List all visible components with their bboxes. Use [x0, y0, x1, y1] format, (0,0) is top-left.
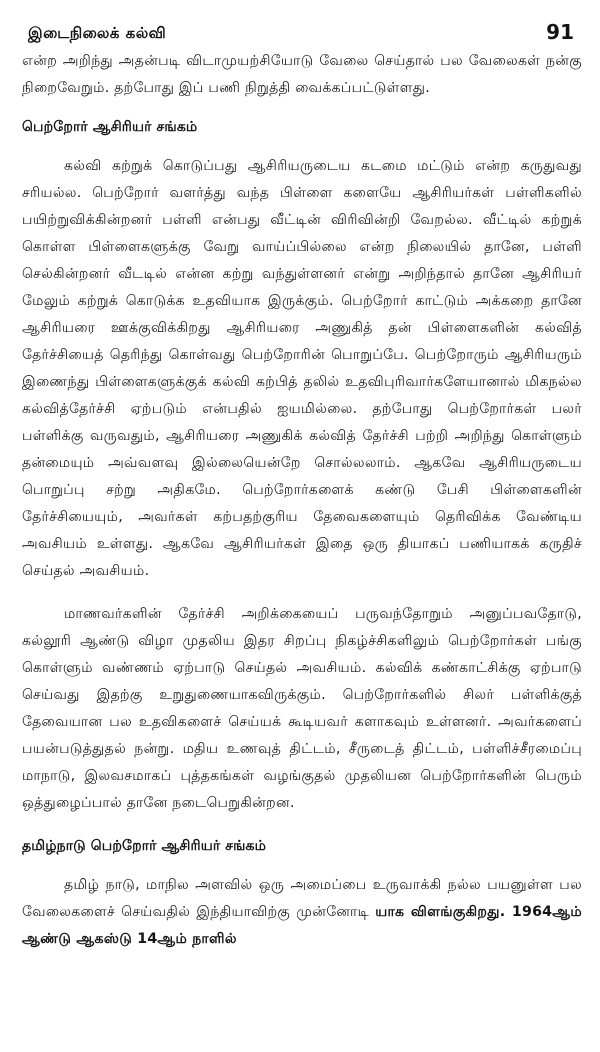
- text-line: நிகழ்ச்சிகளிலும் பெற்றோர்கள் பங்கு கொள்ளும் வண்ணம்: [22, 633, 583, 676]
- text-line: என்ற கருதுவது சரியல்ல. பெற்றோர் வளர்த்து வந்த பிள்ளை: [22, 158, 582, 201]
- page-number: 91: [546, 20, 574, 44]
- text-line: கொள்ளும் தன்மையும் அவ்வளவு இல்லையென்றே சொல்லலாம்.: [22, 428, 582, 471]
- text-line: வைக்கப்பட்டுள்ளது.: [295, 80, 431, 96]
- paragraph-intro: [22, 48, 582, 102]
- text-line: செல்கின்றனர் வீடடில் என்ன கற்று வந்துள்ளனர் என்று: [22, 266, 391, 282]
- text-line: களையே ஆசிரியர்கள் பள்ளிகளில் பயிற்றுவிக்கின்றனர் பள்ளி: [22, 185, 582, 228]
- section-heading-tamilnadu-association: தமிழ்நாடு பெற்றோர் ஆசிரியர் சங்கம்: [22, 838, 267, 854]
- text-line: தேர்ச்சியைத் தெரிந்து கொள்வது பெற்றோரின் பொறுப்பே.: [22, 347, 409, 363]
- text-line: கண்டு பேசி பிள்ளைகளின் தேர்ச்சியையும், அவர்கள் கற்பதற்குரிய: [22, 482, 582, 525]
- text-line: பெரும் ஒத்துழைப்பால் தானே நடைபெறுகின்றன.: [22, 768, 582, 811]
- text-line: அனுப்பவதோடு, கல்லூரி ஆண்டு விழா முதலிய இதர சிறப்பு: [22, 606, 582, 649]
- text-line: தலில் உதவிபுரிவார்களேயானால் மிகநல்ல கல்வித்தேர்ச்சி ஏற்படும்: [22, 374, 583, 417]
- text-line: அறிந்தால் தானே ஆசிரியர் மேலும் கற்றுக் கொடுக்க உதவியாக: [22, 266, 583, 309]
- text-line: இலவசமாகப் புத்தகங்கள் வழங்குதல் முதலியன பெற்றோர்களின்: [84, 768, 527, 784]
- text-line: என்ற அறிந்து அதன்படி விடாமுயற்சியோடு வேலை செய்தால் பல: [22, 53, 463, 69]
- text-line: கல்வி கற்றுக் கொடுப்பது ஆசிரியருடைய கடமை மட்டும்: [64, 158, 465, 174]
- paragraph-tamilnadu: [22, 872, 582, 953]
- text-line: பயனுள்ள பல வேலைகளைச் செய்வதில் இந்தியாவிற்கு முன்னோடி: [22, 877, 582, 920]
- text-line: அவசியம்.: [79, 563, 150, 579]
- text-line: தேவைகளையும் தெரிவிக்க வேண்டிய அவசியம் உள்ளது. ஆகவே: [22, 509, 582, 552]
- text-line: உணவுத் திட்டம், சீருடைத் திட்டம், பள்ளிச்சீரமைப்பு மாநாடு,: [22, 741, 582, 784]
- running-header: [22, 18, 582, 48]
- paragraph-teacher-duty: [22, 153, 582, 585]
- text-line: பெற்றோரும் ஆசிரியரும் இணைந்து பிள்ளைகளுக்குக் கல்வி கற்பித்: [22, 347, 582, 390]
- text-line: இருக்கும். பெற்றோர் காட்டும் அக்கறை தானே ஆசிரியரை: [22, 293, 582, 336]
- text-line: களாகவும் உள்ளனர். அவர்களைப் பயன்படுத்துதல் நன்று. மதிய: [22, 714, 582, 757]
- text-line: வேலைகள் நன்கு நிறைவேறும். தற்போது இப் பணி நிறுத்தி: [22, 53, 582, 96]
- running-title: இடைநிலைக் கல்வி: [28, 24, 167, 42]
- text-line: பள்ளிக்குத் தேவையான பல உதவிகளைச் செய்யக் கூடியவர்: [22, 687, 582, 730]
- text-line: ஊக்குவிக்கிறது ஆசிரியரை அணுகித் தன் பிள்ளைகளின் கல்வித்: [110, 320, 582, 336]
- text-line: ஆகவே ஆசிரியருடைய பொறுப்பு சற்று அதிகமே. பெற்றோர்களைக்: [22, 455, 582, 498]
- text-line: பிள்ளைகளுக்கு வேறு வாய்ப்பில்லை என்ற நிலையில் தானே, பள்ளி: [88, 239, 582, 255]
- text-line: மாணவர்களின் தேர்ச்சி அறிக்கையைப் பருவந்தோறும்: [64, 606, 453, 622]
- text-line: ஆசிரியர்கள் இதை ஒரு தியாகப் பணியாகக் கருதிச் செய்தல்: [22, 536, 583, 579]
- text-line: தமிழ் நாடு, மாநில அளவில் ஒரு அமைப்பை உருவாக்கி நல்ல: [64, 877, 481, 893]
- text-line: ஏற்பாடு செய்தல் அவசியம். கல்விக் கண்காட்சிக்கு ஏற்பாடு: [173, 660, 582, 676]
- section-heading-parent-teacher-association: பெற்றோர் ஆசிரியர் சங்கம்: [22, 119, 198, 135]
- text-line: யாக விளங்குகிறது. 1964ஆம் ஆண்டு ஆகஸ்டு 14ஆம் நாளில்: [22, 904, 582, 947]
- text-line: செய்வது இதற்கு உறுதுணையாகவிருக்கும். பெற்றோர்களில் சிலர்: [22, 687, 495, 703]
- text-line: வருவதும், ஆசிரியரை அணுகிக் கல்வித் தேர்ச்சி பற்றி அறிந்து: [90, 428, 505, 444]
- text-line: என்பது வீட்டின் விரிவின்றி வேறல்ல. வீட்டில் கற்றுக் கொள்ள: [22, 212, 582, 255]
- text-line: என்பதில் ஐயமில்லை. தற்போது பெற்றோர்கள் பலர் பள்ளிக்கு: [22, 401, 582, 444]
- paragraph-progress-reports: [22, 601, 582, 817]
